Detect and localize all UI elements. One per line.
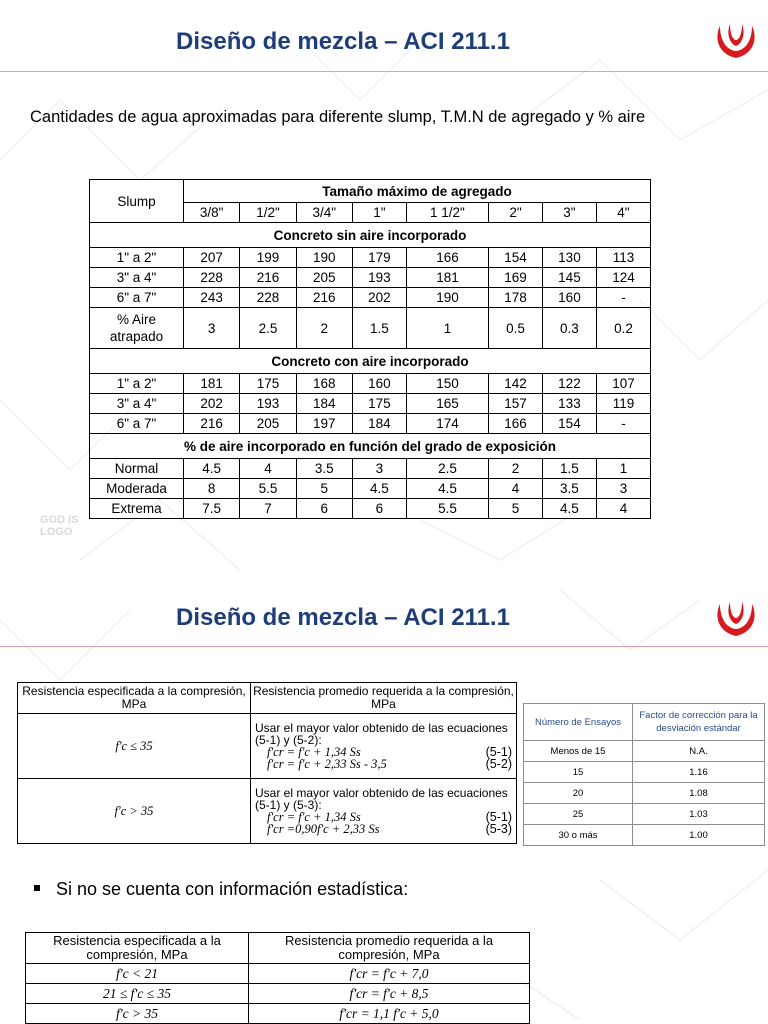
table-cell: 3 — [184, 308, 240, 349]
table-cell: 154 — [489, 248, 543, 268]
row-label: 6" a 7" — [90, 414, 184, 434]
req-row2-body — [251, 779, 517, 844]
req-row1-text: Usar el mayor valor obtenido de las ecuaciones (5-1) y (5-2): — [255, 721, 508, 747]
table-cell: 190 — [406, 288, 488, 308]
table-cell: 8 — [184, 479, 240, 499]
table-cell: 216 — [240, 268, 296, 288]
table-cell: - — [596, 288, 650, 308]
table-cell: 7 — [240, 499, 296, 519]
table-cell: 166 — [406, 248, 488, 268]
size-header-cell: 4" — [596, 203, 650, 223]
table-cell: 5.5 — [240, 479, 296, 499]
table-cell: 1.5 — [542, 459, 596, 479]
table-cell: 145 — [542, 268, 596, 288]
table-cell: 168 — [296, 374, 352, 394]
size-header-cell: 3/8" — [184, 203, 240, 223]
req-row1-eq1: f'cr = f'c + 1,34 Ss (5-1) — [267, 745, 512, 759]
req-row2-text: Usar el mayor valor obtenido de las ecuaciones (5-1) y (5-3): — [255, 786, 508, 812]
table-cell: 4.5 — [352, 479, 406, 499]
table-cell: 174 — [406, 414, 488, 434]
table-cell: 175 — [240, 374, 296, 394]
row-label: Normal — [90, 459, 184, 479]
table-cell: 3 — [352, 459, 406, 479]
table-cell: 193 — [240, 394, 296, 414]
table-cell: 181 — [406, 268, 488, 288]
size-header-cell: 3/4" — [296, 203, 352, 223]
table-cell: 4 — [596, 499, 650, 519]
size-group-header: Tamaño máximo de agregado — [184, 180, 651, 203]
upc-logo-icon — [712, 598, 760, 640]
table-row — [90, 288, 651, 308]
size-header-cell: 3" — [542, 203, 596, 223]
req-row2-eq1: f'cr = f'c + 1,34 Ss (5-1) — [267, 810, 512, 824]
table-row — [524, 741, 765, 762]
table-cell: 5.5 — [406, 499, 488, 519]
table-cell: 0.3 — [542, 308, 596, 349]
table-cell: 3.5 — [296, 459, 352, 479]
table-cell: 119 — [596, 394, 650, 414]
corr-tests-cell: 15 — [524, 762, 633, 783]
table-row — [90, 479, 651, 499]
table-row — [524, 783, 765, 804]
table-cell: 3.5 — [542, 479, 596, 499]
table-cell: 193 — [352, 268, 406, 288]
table-cell: 0.5 — [489, 308, 543, 349]
title-divider — [0, 646, 768, 647]
table-row — [524, 804, 765, 825]
noinfo-result-cell: f'cr = f'c + 8,5 — [249, 984, 530, 1004]
watermark: GOD IS LOGO — [40, 514, 79, 538]
noinfo-condition-cell: f'c < 21 — [26, 964, 249, 984]
size-header-cell: 2" — [489, 203, 543, 223]
upc-logo-icon — [712, 20, 760, 62]
row-label: 3" a 4" — [90, 268, 184, 288]
table-cell: 179 — [352, 248, 406, 268]
table-row — [90, 394, 651, 414]
table-cell: 216 — [184, 414, 240, 434]
table-cell: 3 — [596, 479, 650, 499]
table-cell: 166 — [489, 414, 543, 434]
corr-tests-cell: 30 o más — [524, 825, 633, 846]
table-cell: 199 — [240, 248, 296, 268]
table-cell: 113 — [596, 248, 650, 268]
trapped-air-label: % Aire atrapado — [90, 308, 184, 349]
table-row — [90, 414, 651, 434]
req-row1-body — [251, 714, 517, 779]
table-cell: 205 — [240, 414, 296, 434]
slide-title: Diseño de mezcla – ACI 211.1 — [176, 604, 510, 631]
table-cell: 1 — [596, 459, 650, 479]
table-cell: 124 — [596, 268, 650, 288]
corr-factor-cell: 1.16 — [633, 762, 765, 783]
table-cell: 190 — [296, 248, 352, 268]
table-cell: 0.2 — [596, 308, 650, 349]
req-row2-eq2: f'cr =0,90f'c + 2,33 Ss (5-3) — [267, 822, 512, 836]
slide-title: Diseño de mezcla – ACI 211.1 — [176, 28, 510, 55]
title-divider — [0, 71, 768, 72]
noinfo-col2-header: Resistencia promedio requerida a la compresión, MPa — [249, 933, 530, 964]
table-cell: 107 — [596, 374, 650, 394]
req-row2-condition: f'c > 35 — [18, 779, 251, 844]
table-cell: 4.5 — [406, 479, 488, 499]
table-row — [26, 964, 530, 984]
noinfo-condition-cell: 21 ≤ f'c ≤ 35 — [26, 984, 249, 1004]
table-cell: 228 — [240, 288, 296, 308]
row-label: 1" a 2" — [90, 374, 184, 394]
table-cell: - — [596, 414, 650, 434]
corr-factor-cell: 1.03 — [633, 804, 765, 825]
table-cell: 197 — [296, 414, 352, 434]
bullet-no-statistics — [34, 879, 408, 900]
table-cell: 1.5 — [352, 308, 406, 349]
table-cell: 142 — [489, 374, 543, 394]
corr-factor-cell: 1.08 — [633, 783, 765, 804]
section-exposure-header: % de aire incorporado en función del grado de exposición — [90, 434, 651, 459]
row-label: 6" a 7" — [90, 288, 184, 308]
table-cell: 5 — [296, 479, 352, 499]
no-statistics-table — [25, 932, 530, 1024]
corr-tests-cell: 25 — [524, 804, 633, 825]
noinfo-condition-cell: f'c > 35 — [26, 1004, 249, 1024]
table-row — [26, 984, 530, 1004]
table-cell: 184 — [296, 394, 352, 414]
table-cell: 175 — [352, 394, 406, 414]
noinfo-col1-header: Resistencia especificada a la compresión, MPa — [26, 933, 249, 964]
table-cell: 178 — [489, 288, 543, 308]
table-cell: 205 — [296, 268, 352, 288]
table-cell: 150 — [406, 374, 488, 394]
row-label: Moderada — [90, 479, 184, 499]
bullet-marker — [34, 885, 40, 891]
corr-factor-cell: N.A. — [633, 741, 765, 762]
table-cell: 7.5 — [184, 499, 240, 519]
table-cell: 130 — [542, 248, 596, 268]
row-label: Extrema — [90, 499, 184, 519]
table-cell: 2.5 — [240, 308, 296, 349]
req-row1-eq2: f'cr = f'c + 2,33 Ss - 3,5 (5-2) — [267, 757, 512, 771]
table-cell: 202 — [352, 288, 406, 308]
table-cell: 4 — [240, 459, 296, 479]
section-with-air-header: Concreto con aire incorporado — [90, 349, 651, 374]
corr-col1-header: Número de Ensayos — [524, 704, 633, 741]
table-row — [90, 248, 651, 268]
table-cell: 133 — [542, 394, 596, 414]
table-row — [90, 459, 651, 479]
noinfo-result-cell: f'cr = f'c + 7,0 — [249, 964, 530, 984]
table-cell: 4.5 — [542, 499, 596, 519]
table-cell: 243 — [184, 288, 240, 308]
table-cell: 2 — [296, 308, 352, 349]
table-row — [524, 762, 765, 783]
correction-factor-table — [523, 703, 765, 846]
table-cell: 154 — [542, 414, 596, 434]
size-header-cell: 1/2" — [240, 203, 296, 223]
required-strength-table — [17, 682, 517, 844]
table-row — [90, 374, 651, 394]
table-row — [90, 499, 651, 519]
slump-header: Slump — [90, 180, 184, 223]
size-header-cell: 1" — [352, 203, 406, 223]
table-cell: 6 — [352, 499, 406, 519]
table-cell: 181 — [184, 374, 240, 394]
table-cell: 4 — [489, 479, 543, 499]
table-cell: 184 — [352, 414, 406, 434]
table-row — [26, 1004, 530, 1024]
size-header-cell: 1 1/2" — [406, 203, 488, 223]
req-col2-header: Resistencia promedio requerida a la compresión, MPa — [251, 683, 517, 714]
req-col1-header: Resistencia especificada a la compresión, MPa — [18, 683, 251, 714]
table-cell: 2.5 — [406, 459, 488, 479]
table-cell: 122 — [542, 374, 596, 394]
water-quantity-table — [89, 179, 651, 519]
bullet-text: Si no se cuenta con información estadística: — [56, 879, 409, 899]
corr-col2-header: Factor de corrección para la desviación estándar — [633, 704, 765, 741]
table-cell: 4.5 — [184, 459, 240, 479]
table-cell: 228 — [184, 268, 240, 288]
table-cell: 5 — [489, 499, 543, 519]
table-cell: 202 — [184, 394, 240, 414]
corr-factor-cell: 1.00 — [633, 825, 765, 846]
table-cell: 6 — [296, 499, 352, 519]
table-cell: 1 — [406, 308, 488, 349]
table-cell: 165 — [406, 394, 488, 414]
corr-tests-cell: Menos de 15 — [524, 741, 633, 762]
table-cell: 207 — [184, 248, 240, 268]
table-cell: 160 — [352, 374, 406, 394]
table-row — [90, 268, 651, 288]
table-row — [524, 825, 765, 846]
table-cell: 160 — [542, 288, 596, 308]
row-label: 1" a 2" — [90, 248, 184, 268]
table-caption: Cantidades de agua aproximadas para diferente slump, T.M.N de agregado y % aire — [30, 108, 646, 126]
table-cell: 2 — [489, 459, 543, 479]
corr-tests-cell: 20 — [524, 783, 633, 804]
noinfo-result-cell: f'cr = 1,1 f'c + 5,0 — [249, 1004, 530, 1024]
trapped-air-row — [90, 308, 651, 349]
table-cell: 216 — [296, 288, 352, 308]
table-cell: 157 — [489, 394, 543, 414]
table-cell: 169 — [489, 268, 543, 288]
req-row1-condition: f'c ≤ 35 — [18, 714, 251, 779]
row-label: 3" a 4" — [90, 394, 184, 414]
section-no-air-header: Concreto sin aire incorporado — [90, 223, 651, 248]
